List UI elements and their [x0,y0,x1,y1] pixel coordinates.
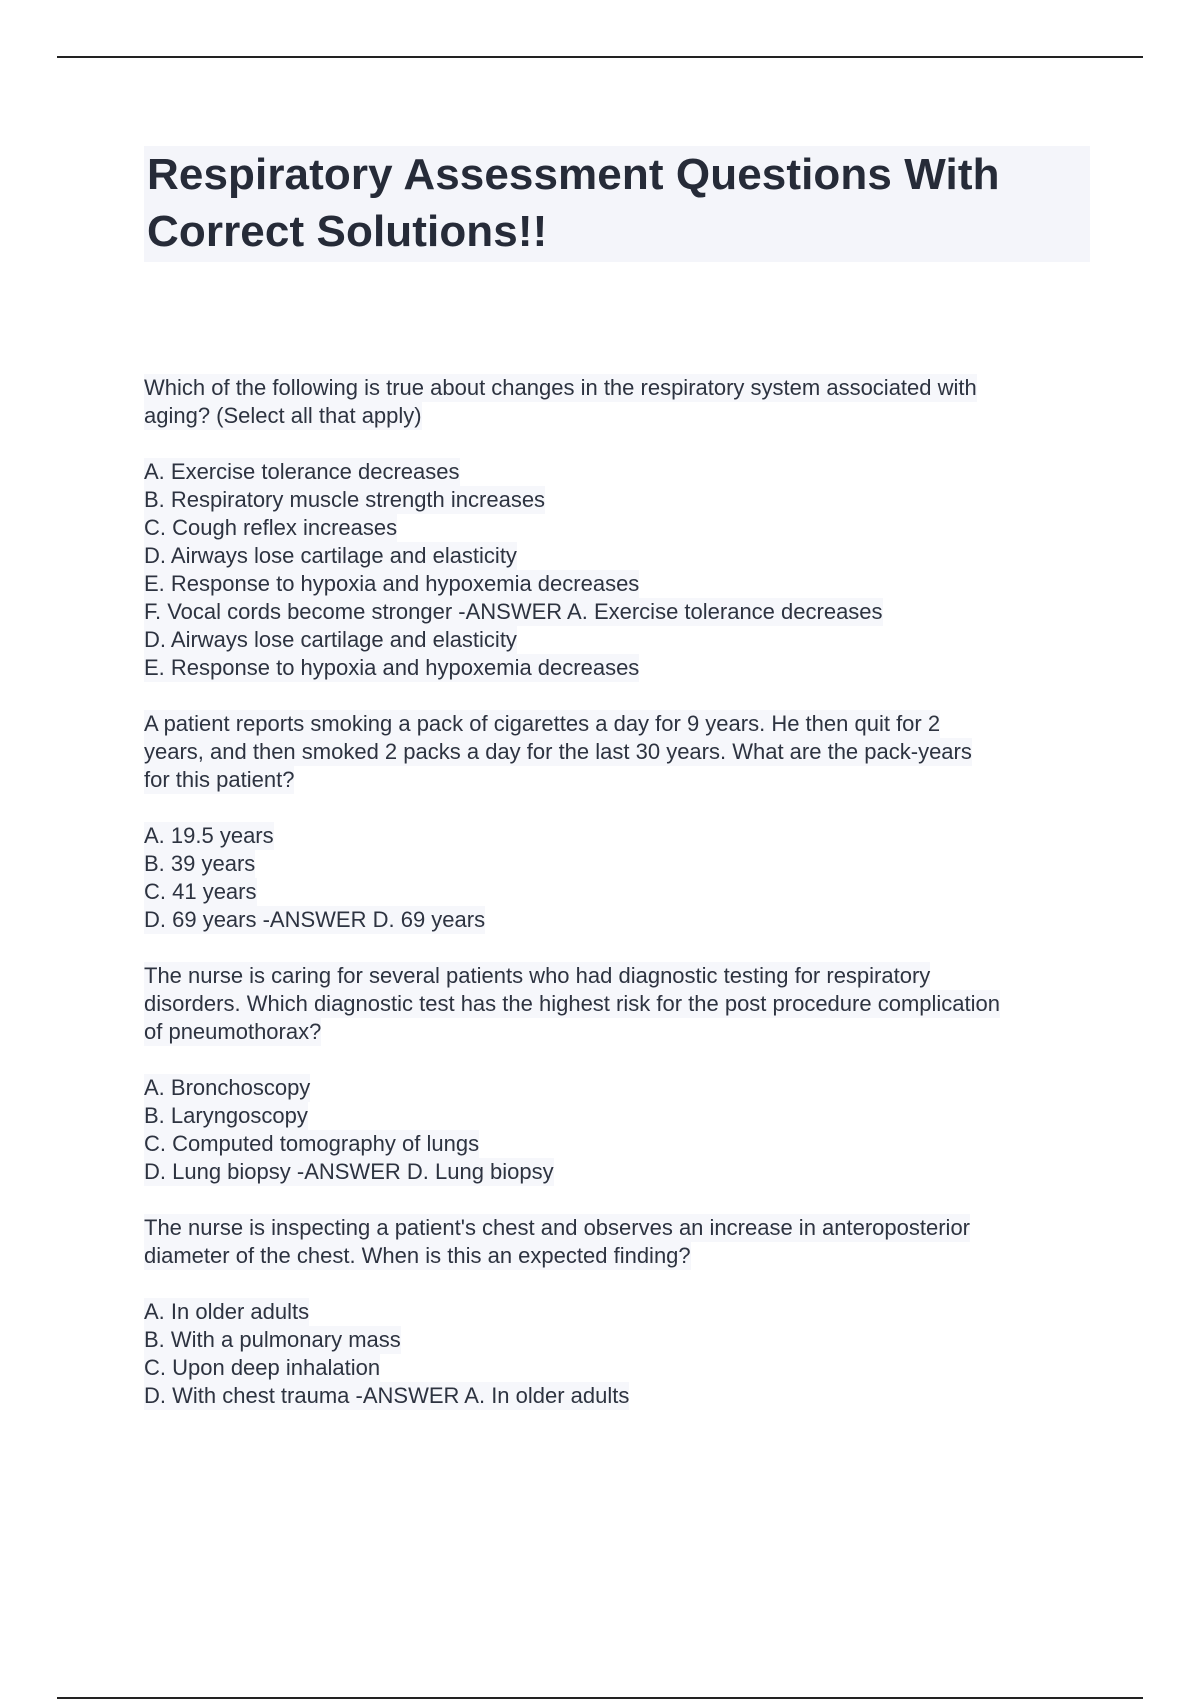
stem-line: for this patient? [144,767,295,792]
title-line-2: Correct Solutions!! [147,207,548,256]
option-line: E. Response to hypoxia and hypoxemia decreases [144,571,640,596]
stem-line: The nurse is caring for several patients who had diagnostic testing for respiratory [144,963,931,988]
bottom-rule [57,1697,1143,1699]
stem-line: A patient reports smoking a pack of cigarettes a day for 9 years. He then quit for 2 [144,711,941,736]
option-line-answer: D. Airways lose cartilage and elasticity [144,627,517,652]
stem-line: diameter of the chest. When is this an expected finding? [144,1243,691,1268]
option-line-answer: F. Vocal cords become stronger -ANSWER A. Exercise tolerance decreases [144,599,883,624]
option-line: A. Bronchoscopy [144,1075,311,1100]
option-line: C. Upon deep inhalation [144,1355,381,1380]
option-list [144,458,1090,682]
option-line: B. Laryngoscopy [144,1103,308,1128]
option-list [144,822,1090,934]
option-line: B. 39 years [144,851,256,876]
option-line: B. Respiratory muscle strength increases [144,487,546,512]
option-line: B. With a pulmonary mass [144,1327,401,1352]
option-line: C. Computed tomography of lungs [144,1131,480,1156]
option-line-answer: D. With chest trauma -ANSWER A. In older adults [144,1383,630,1408]
option-line: A. In older adults [144,1299,310,1324]
question-stem [144,962,1090,1046]
option-line: D. Airways lose cartilage and elasticity [144,543,517,568]
question-stem [144,374,1090,430]
option-list [144,1298,1090,1410]
stem-line: aging? (Select all that apply) [144,403,422,428]
option-line: A. Exercise tolerance decreases [144,459,460,484]
page-title [144,146,1090,262]
option-line: C. 41 years [144,879,257,904]
option-line-answer: D. Lung biopsy -ANSWER D. Lung biopsy [144,1159,554,1184]
question-list [144,374,1090,1410]
option-list [144,1074,1090,1186]
option-line-answer: E. Response to hypoxia and hypoxemia decreases [144,655,640,680]
document-body [144,146,1090,1438]
question-stem [144,710,1090,794]
question-2 [144,710,1090,934]
stem-line: disorders. Which diagnostic test has the highest risk for the post procedure complication [144,991,1000,1016]
question-1 [144,374,1090,682]
question-stem [144,1214,1090,1270]
stem-line: The nurse is inspecting a patient's chest and observes an increase in anteroposterior [144,1215,971,1240]
top-rule [57,56,1143,58]
stem-line: years, and then smoked 2 packs a day for the last 30 years. What are the pack-years [144,739,972,764]
option-line-answer: D. 69 years -ANSWER D. 69 years [144,907,486,932]
question-4 [144,1214,1090,1410]
question-3 [144,962,1090,1186]
stem-line: Which of the following is true about changes in the respiratory system associated with [144,375,977,400]
option-line: A. 19.5 years [144,823,274,848]
option-line: C. Cough reflex increases [144,515,398,540]
title-line-1: Respiratory Assessment Questions With [147,150,1000,199]
stem-line: of pneumothorax? [144,1019,322,1044]
